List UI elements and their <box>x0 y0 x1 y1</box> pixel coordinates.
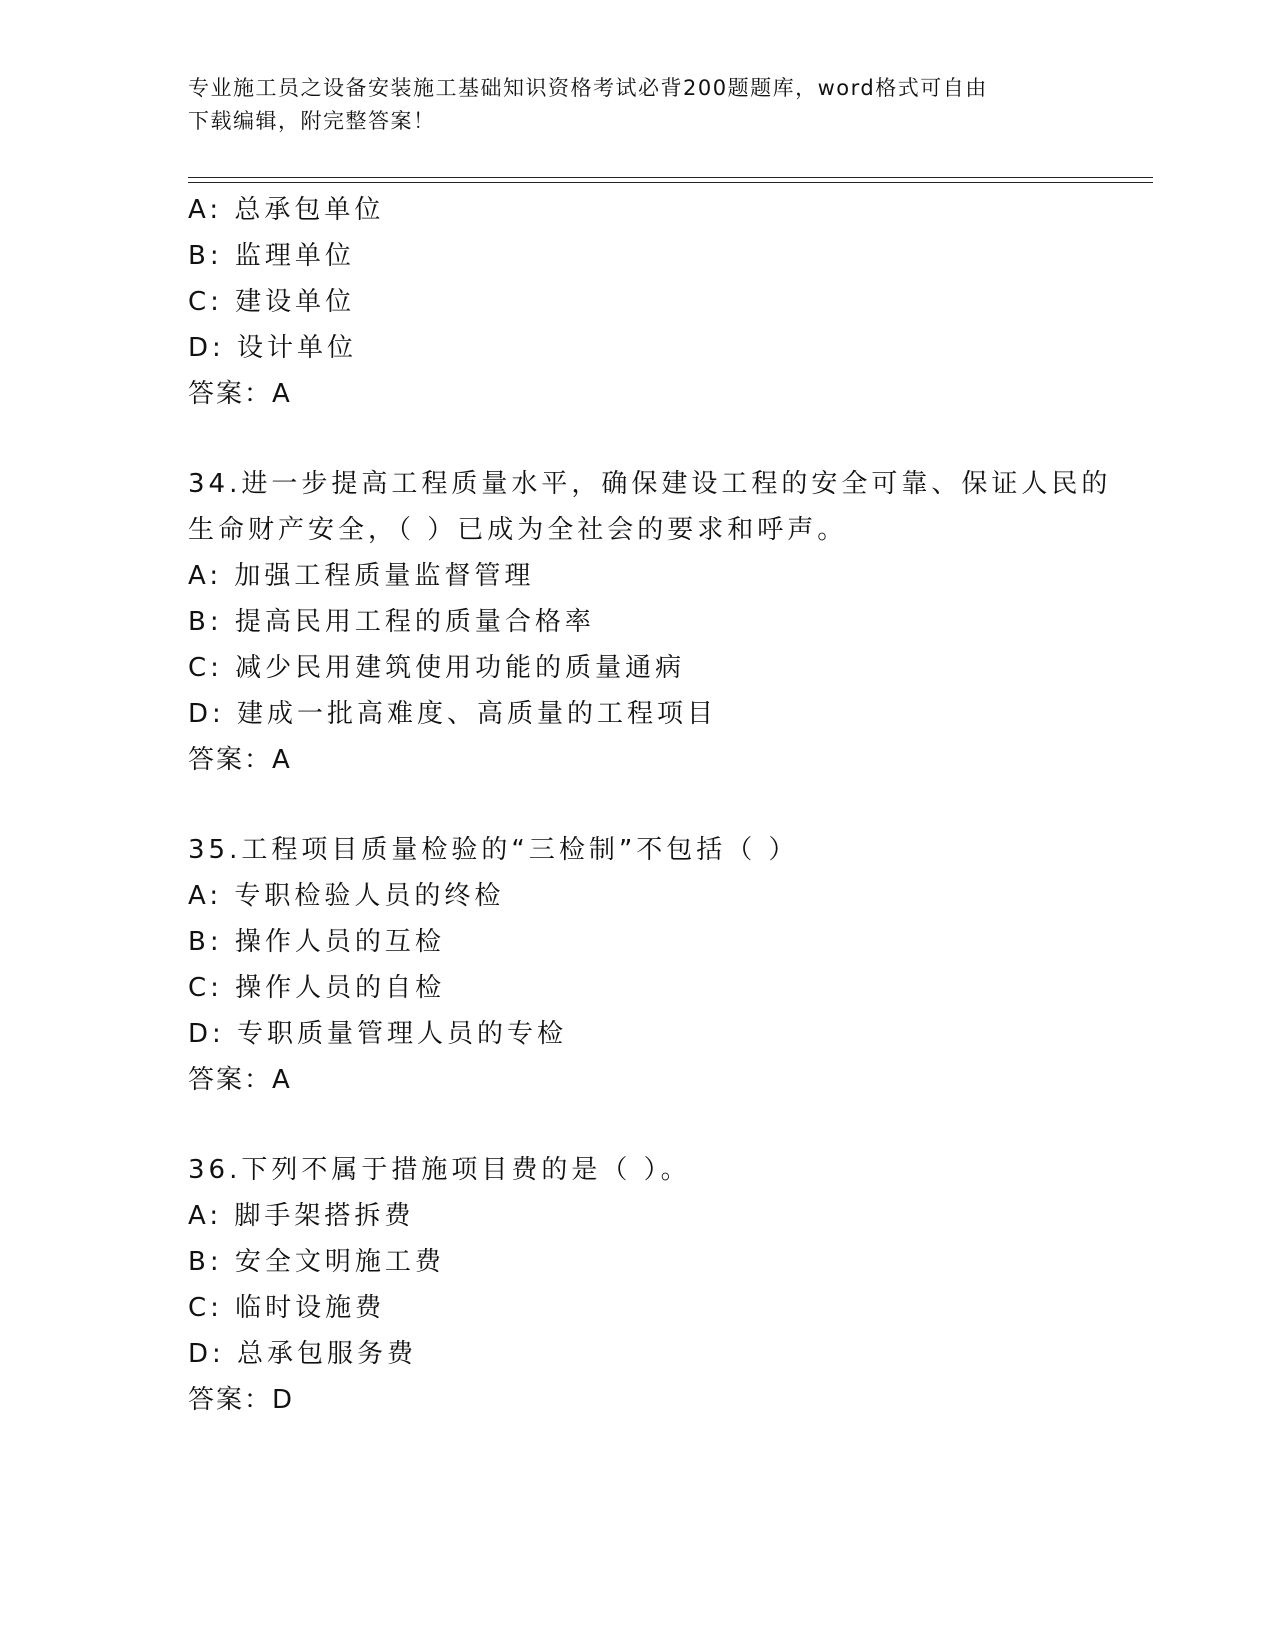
question-stem: 35.工程项目质量检验的“三检制”不包括（ ） <box>188 835 799 865</box>
option-d: D: 建成一批高难度、高质量的工程项目 <box>188 699 718 729</box>
option-c: C: 临时设施费 <box>188 1293 386 1323</box>
question-36 <box>188 1147 1118 1423</box>
option-d: D: 总承包服务费 <box>188 1339 418 1369</box>
option-b: B: 提高民用工程的质量合格率 <box>188 607 595 637</box>
answer: 答案：A <box>188 379 292 409</box>
option-b: B: 监理单位 <box>188 241 355 271</box>
header-divider-bottom <box>188 182 1153 183</box>
question-stem: 34.进一步提高工程质量水平，确保建设工程的安全可靠、保证人民的 <box>188 469 1112 499</box>
document-header <box>188 72 1088 138</box>
question-34 <box>188 461 1118 783</box>
option-a: A: 脚手架搭拆费 <box>188 1201 415 1231</box>
option-d: D: 设计单位 <box>188 333 358 363</box>
question-33 <box>188 187 1118 417</box>
option-a: A: 专职检验人员的终检 <box>188 881 505 911</box>
header-divider-top <box>188 177 1153 178</box>
header-line-2: 下载编辑，附完整答案！ <box>188 109 436 133</box>
question-35 <box>188 827 1118 1103</box>
answer: 答案：D <box>188 1385 295 1415</box>
question-list <box>188 187 1118 1423</box>
answer: 答案：A <box>188 1065 292 1095</box>
option-b: B: 安全文明施工费 <box>188 1247 445 1277</box>
option-c: C: 减少民用建筑使用功能的质量通病 <box>188 653 686 683</box>
option-b: B: 操作人员的互检 <box>188 927 445 957</box>
question-stem-continued: 生命财产安全，（ ）已成为全社会的要求和呼声。 <box>188 515 848 545</box>
option-c: C: 操作人员的自检 <box>188 973 446 1003</box>
option-a: A: 总承包单位 <box>188 195 385 225</box>
option-a: A: 加强工程质量监督管理 <box>188 561 535 591</box>
option-c: C: 建设单位 <box>188 287 356 317</box>
question-stem: 36.下列不属于措施项目费的是（ ）。 <box>188 1155 691 1185</box>
answer: 答案：A <box>188 745 292 775</box>
header-line-1: 专业施工员之设备安装施工基础知识资格考试必背200题题库，word格式可自由 <box>188 76 988 100</box>
option-d: D: 专职质量管理人员的专检 <box>188 1019 568 1049</box>
